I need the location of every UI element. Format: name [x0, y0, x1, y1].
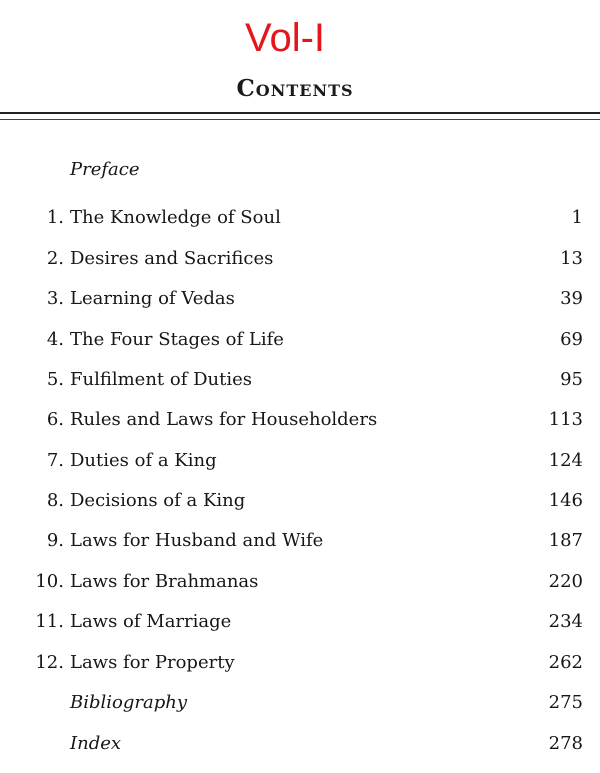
toc-entry-chapter-8 — [0, 486, 600, 516]
entry-number: 12. — [35, 652, 64, 673]
entry-page: 278 — [548, 733, 583, 754]
entry-title: The Knowledge of Soul — [70, 207, 281, 228]
entry-page: 146 — [548, 490, 583, 511]
entry-page: 95 — [560, 369, 583, 390]
entry-page: 220 — [548, 571, 583, 592]
toc-entry-chapter-6 — [0, 405, 600, 435]
entry-page: 13 — [560, 248, 583, 269]
entry-title: Laws of Marriage — [70, 611, 232, 632]
entry-page: 275 — [548, 692, 583, 713]
entry-number: 3. — [46, 288, 64, 309]
entry-page: 262 — [548, 652, 583, 673]
heading-rule-thick — [0, 112, 600, 114]
entry-title: Learning of Vedas — [70, 288, 235, 309]
entry-number: 4. — [46, 329, 64, 350]
volume-label: Vol-I — [244, 16, 326, 60]
entry-title: Fulfilment of Duties — [70, 369, 252, 390]
entry-page: 187 — [548, 530, 583, 551]
entry-title: Rules and Laws for Householders — [70, 409, 378, 430]
entry-number: 2. — [46, 248, 64, 269]
entry-number: 10. — [35, 571, 64, 592]
entry-title: Duties of a King — [70, 450, 217, 471]
entry-page: 113 — [548, 409, 583, 430]
entry-title: Preface — [70, 159, 140, 180]
toc-entry-chapter-4 — [0, 325, 600, 355]
entry-page: 69 — [560, 329, 583, 350]
toc-entry-chapter-1 — [0, 203, 600, 233]
entry-number: 1. — [46, 207, 64, 228]
entry-page: 1 — [571, 207, 583, 228]
entry-title: Decisions of a King — [70, 490, 246, 511]
toc-entry-chapter-3 — [0, 284, 600, 314]
entry-title: The Four Stages of Life — [70, 329, 284, 350]
toc-entry-chapter-9 — [0, 526, 600, 556]
entry-title: Laws for Husband and Wife — [70, 530, 324, 551]
toc-entry-chapter-7 — [0, 446, 600, 476]
entry-title: Bibliography — [70, 692, 187, 713]
entry-number: 11. — [35, 611, 64, 632]
entry-number: 9. — [46, 530, 64, 551]
entry-number: 7. — [46, 450, 64, 471]
toc-entry-chapter-10 — [0, 567, 600, 597]
toc-entry-bibliography — [0, 688, 600, 718]
entry-page: 234 — [548, 611, 583, 632]
entry-title: Desires and Sacrifices — [70, 248, 274, 269]
entry-title: Laws for Brahmanas — [70, 571, 259, 592]
toc-entry-chapter-5 — [0, 365, 600, 395]
entry-title: Laws for Property — [70, 652, 235, 673]
toc-entry-chapter-11 — [0, 607, 600, 637]
entry-page: 124 — [548, 450, 583, 471]
toc-entry-chapter-2 — [0, 244, 600, 274]
entry-number: 5. — [46, 369, 64, 390]
entry-number: 6. — [46, 409, 64, 430]
toc-entry-preface — [0, 155, 600, 185]
entry-title: Index — [70, 733, 122, 754]
entry-number: 8. — [46, 490, 64, 511]
toc-entry-index — [0, 729, 600, 759]
entry-page: 39 — [560, 288, 583, 309]
heading-rule-thin — [0, 119, 600, 120]
contents-heading: Contents — [236, 75, 354, 102]
toc-entry-chapter-12 — [0, 648, 600, 678]
